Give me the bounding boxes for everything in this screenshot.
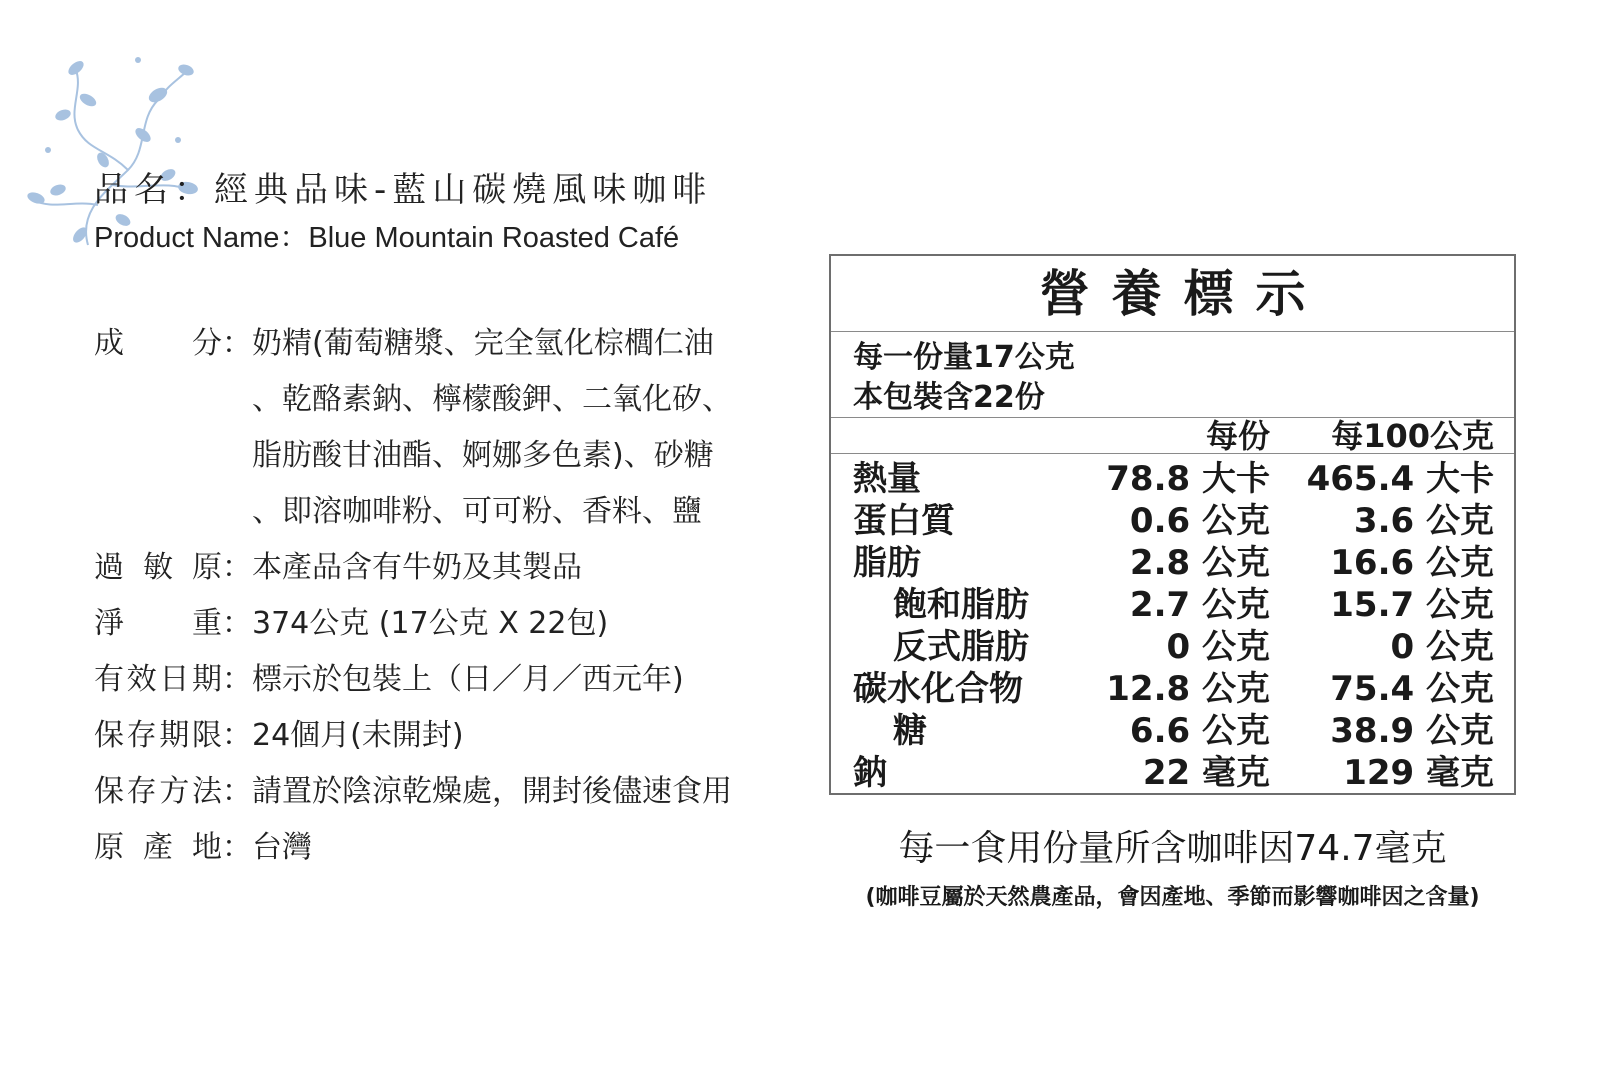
nutrient-per-100g: 465.4 大卡 bbox=[1306, 459, 1494, 499]
info-label bbox=[94, 708, 222, 764]
nutrition-title: 營養標示 bbox=[831, 256, 1514, 332]
nutrient-per-100g: 16.6 公克 bbox=[1330, 543, 1494, 583]
caffeine-note: (咖啡豆屬於天然農產品，會因產地、季節而影響咖啡因之含量) bbox=[865, 885, 1480, 910]
serving-info bbox=[831, 332, 1514, 418]
info-value: 脂肪酸甘油酯、婀娜多色素)、砂糖 bbox=[252, 438, 714, 473]
nutrient-name: 碳水化合物 bbox=[853, 669, 1023, 709]
info-value: 奶精(葡萄糖漿、完全氫化棕櫚仁油 bbox=[252, 326, 714, 361]
nutrient-per-100g: 38.9 公克 bbox=[1330, 711, 1494, 751]
info-label-char: 產 bbox=[143, 830, 173, 865]
info-value: 24個月(未開封) bbox=[252, 718, 464, 753]
nutrient-per-100g: 0 公克 bbox=[1390, 627, 1494, 667]
info-value: 、乾酪素鈉、檸檬酸鉀、二氧化矽、 bbox=[252, 382, 732, 417]
info-label-char: 法 bbox=[191, 774, 222, 809]
info-row bbox=[94, 596, 794, 652]
nutrient-name: 飽和脂肪 bbox=[893, 585, 1029, 625]
nutrient-per-serving: 78.8 大卡 bbox=[1106, 459, 1270, 499]
nutrient-per-serving: 2.8 公克 bbox=[1129, 543, 1270, 583]
info-value: 台灣 bbox=[252, 830, 312, 865]
info-row bbox=[94, 540, 794, 596]
col-per-100g: 每100公克 bbox=[1331, 417, 1494, 455]
nutrition-row bbox=[831, 668, 1514, 710]
info-colon: ： bbox=[222, 326, 252, 361]
product-name-en: Product Name：Blue Mountain Roasted Café bbox=[94, 222, 680, 254]
nutrition-row bbox=[831, 710, 1514, 752]
info-row bbox=[94, 372, 794, 428]
col-per-serving: 每份 bbox=[1205, 417, 1270, 455]
nutrient-per-serving: 22 毫克 bbox=[1142, 753, 1270, 793]
product-name-block bbox=[94, 168, 784, 258]
info-row bbox=[94, 764, 794, 820]
info-label-char: 存 bbox=[126, 774, 157, 809]
info-label-char: 分 bbox=[192, 326, 222, 361]
nutrient-per-serving: 6.6 公克 bbox=[1129, 711, 1270, 751]
info-colon: ： bbox=[222, 662, 252, 697]
info-colon bbox=[222, 484, 252, 540]
info-label-char: 原 bbox=[94, 830, 124, 865]
info-label-char: 期 bbox=[159, 718, 190, 753]
nutrient-name: 熱量 bbox=[853, 459, 921, 499]
info-label bbox=[94, 372, 222, 428]
info-value: 請置於陰涼乾燥處，開封後儘速食用 bbox=[252, 774, 732, 809]
nutrition-row bbox=[831, 752, 1514, 794]
info-colon bbox=[222, 372, 252, 428]
info-label-char: 方 bbox=[159, 774, 190, 809]
info-label-char: 重 bbox=[192, 606, 222, 641]
info-value: 標示於包裝上（日／月／西元年) bbox=[252, 662, 684, 697]
nutrition-facts-panel bbox=[829, 254, 1516, 795]
nutrition-table-header bbox=[831, 418, 1514, 454]
nutrient-name: 脂肪 bbox=[853, 543, 921, 583]
nutrient-per-serving: 2.7 公克 bbox=[1129, 585, 1270, 625]
info-colon bbox=[222, 428, 252, 484]
product-info-list bbox=[94, 316, 794, 876]
info-value: 374公克 (17公克 X 22包) bbox=[252, 606, 609, 641]
info-colon: ： bbox=[222, 830, 252, 865]
info-row bbox=[94, 316, 794, 372]
info-colon: ： bbox=[222, 550, 252, 585]
nutrient-name: 反式脂肪 bbox=[893, 627, 1029, 667]
info-colon: ： bbox=[222, 718, 252, 753]
info-label bbox=[94, 540, 222, 596]
info-value: 本產品含有牛奶及其製品 bbox=[252, 550, 582, 585]
info-label bbox=[94, 316, 222, 372]
nutrient-per-100g: 15.7 公克 bbox=[1330, 585, 1494, 625]
info-row bbox=[94, 820, 794, 876]
info-label-char: 過 bbox=[94, 550, 124, 585]
servings-per-package: 本包裝含22份 bbox=[853, 380, 1045, 415]
nutrition-rows bbox=[831, 454, 1514, 794]
nutrient-per-serving: 12.8 公克 bbox=[1106, 669, 1270, 709]
info-label bbox=[94, 484, 222, 540]
nutrient-name: 鈉 bbox=[853, 753, 887, 793]
caffeine-content: 每一食用份量所含咖啡因74.7毫克 bbox=[898, 828, 1447, 869]
nutrition-row bbox=[831, 500, 1514, 542]
info-row bbox=[94, 428, 794, 484]
info-label-char: 有 bbox=[94, 662, 124, 697]
info-label-char: 日 bbox=[159, 662, 190, 697]
nutrient-name: 蛋白質 bbox=[853, 501, 955, 541]
nutrient-name: 糖 bbox=[893, 711, 927, 751]
nutrition-row bbox=[831, 626, 1514, 668]
nutrition-row bbox=[831, 542, 1514, 584]
info-value: 、即溶咖啡粉、可可粉、香料、鹽 bbox=[252, 494, 702, 529]
info-label-char: 期 bbox=[191, 662, 222, 697]
info-colon: ： bbox=[222, 606, 252, 641]
info-label bbox=[94, 596, 222, 652]
serving-size: 每一份量17公克 bbox=[853, 340, 1075, 375]
info-row bbox=[94, 484, 794, 540]
nutrient-per-100g: 75.4 公克 bbox=[1330, 669, 1494, 709]
nutrition-row bbox=[831, 458, 1514, 500]
info-label bbox=[94, 652, 222, 708]
nutrient-per-serving: 0 公克 bbox=[1166, 627, 1270, 667]
product-name-zh: 品名：經典品味-藍山碳燒風味咖啡 bbox=[94, 170, 713, 210]
nutrient-per-100g: 129 毫克 bbox=[1343, 753, 1494, 793]
info-label-char: 效 bbox=[126, 662, 157, 697]
nutrition-row bbox=[831, 584, 1514, 626]
info-label-char: 淨 bbox=[94, 606, 124, 641]
info-label-char: 限 bbox=[191, 718, 222, 753]
info-label-char: 保 bbox=[94, 718, 124, 753]
info-label-char: 原 bbox=[192, 550, 222, 585]
info-label-char: 地 bbox=[192, 830, 222, 865]
nutrient-per-serving: 0.6 公克 bbox=[1129, 501, 1270, 541]
info-label-char: 敏 bbox=[143, 550, 173, 585]
info-label-char: 存 bbox=[126, 718, 157, 753]
info-row bbox=[94, 708, 794, 764]
info-label bbox=[94, 428, 222, 484]
info-label-char: 成 bbox=[94, 326, 124, 361]
info-row bbox=[94, 652, 794, 708]
info-label bbox=[94, 764, 222, 820]
info-label bbox=[94, 820, 222, 876]
nutrient-per-100g: 3.6 公克 bbox=[1353, 501, 1494, 541]
info-label-char: 保 bbox=[94, 774, 124, 809]
info-colon: ： bbox=[222, 774, 252, 809]
